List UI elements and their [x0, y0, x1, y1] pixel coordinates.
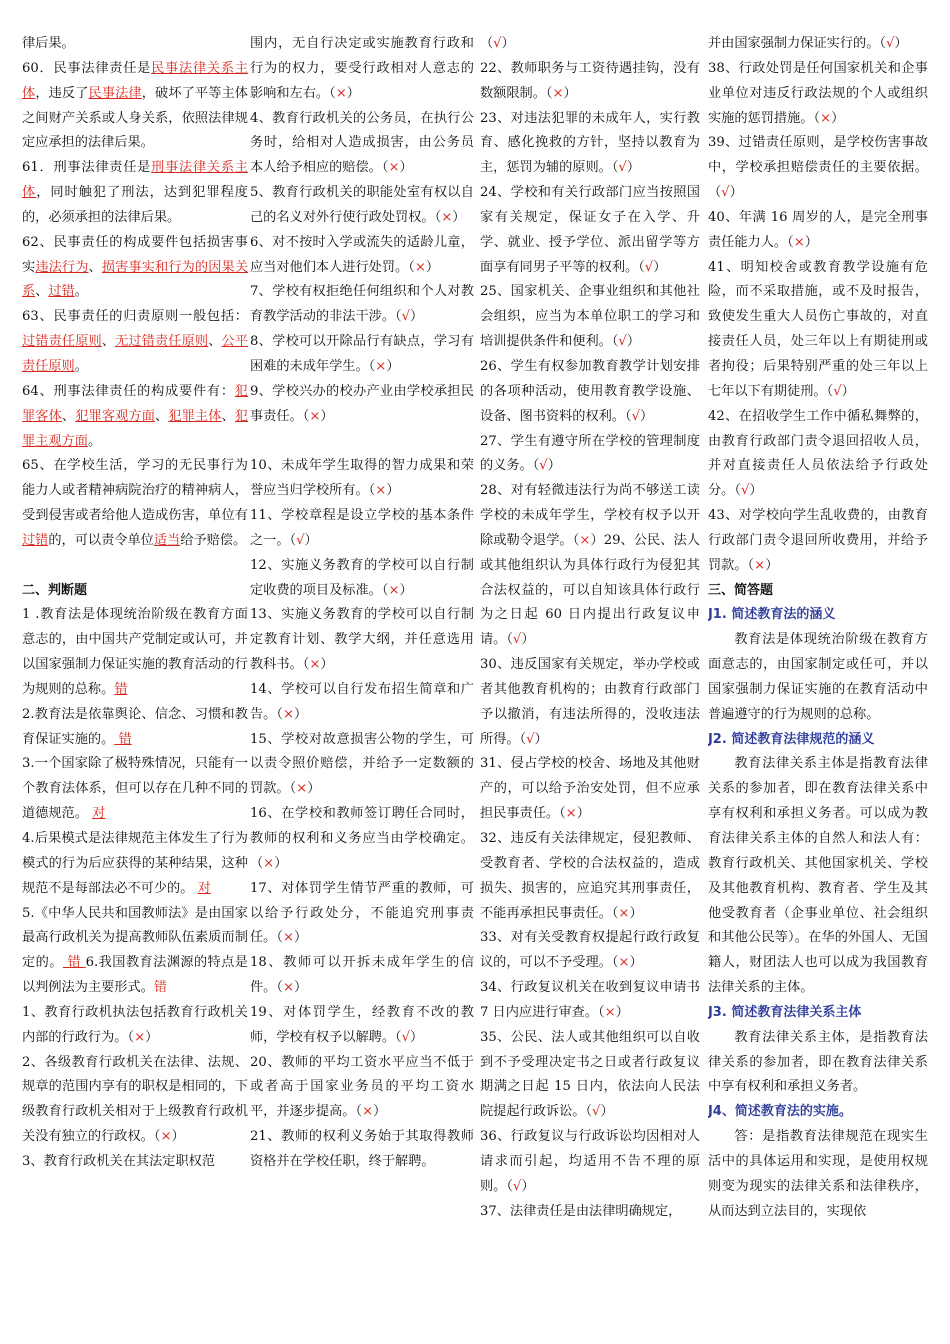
judgement-item: 11、学校章程是设立学校的基本条件之一。（√）: [249, 508, 474, 548]
judgement-item: 3、教育行政机关在其法定职权范: [22, 1153, 216, 1169]
judgement-item: 20、教师的平均工资水平应当不低于或者高于国家业务员的平均工资水平，并逐步提高。（×）: [249, 1054, 474, 1120]
judgement-item: 4.后果模式是法律规范主体发生了行为模式的行为后应获得的某种结果，这种规范不是每部法必不可少的。 对: [22, 831, 248, 896]
item-64: 64、刑事法律责任的构成要件有：犯罪客体、犯罪客观方面、犯罪主体、犯罪主观方面。: [22, 383, 248, 449]
judgement-item: 14、学校可以自行发布招生简章和广告。（×）: [249, 681, 474, 722]
answer-mark: √: [512, 1178, 522, 1194]
judgement-item: 35、公民、法人或其他组织可以自收到不予受理决定书之日或者行政复议期满之日起 15 日内，依法向人民法院提起行政诉讼。（√）: [479, 1029, 700, 1120]
document-page: [22, 32, 928, 1332]
section-heading-judgement: 二、判断题: [22, 582, 88, 598]
answer-mark: 错: [114, 681, 128, 697]
question-heading: J3. 简述教育法律关系主体: [707, 1004, 862, 1020]
column-4: [708, 32, 928, 1332]
answer-blank: 过错责任原则: [22, 334, 102, 350]
answer-mark: ×: [263, 855, 275, 871]
judgement-item: 25、国家机关、企事业组织和其他社会组织，应当为本单位职工的学习和培训提供条件和便利。（√）: [479, 284, 700, 350]
answer-mark: √: [644, 259, 654, 275]
answer-mark: 错: [153, 980, 168, 996]
judgement-item: 17、对体罚学生情节严重的教师，可以给予行政处分，不能追究刑事责任。（×）: [249, 880, 474, 946]
answer-mark: ×: [160, 1129, 172, 1145]
judgement-item: （√）: [479, 36, 515, 51]
judgement-item: 4、教育行政机关的公务员，在执行公务时，给相对人造成损害，由公务员本人给予相应的赔偿。（×）: [249, 110, 474, 176]
answer-mark: √: [592, 1104, 601, 1120]
answer-mark: ×: [296, 781, 308, 797]
item-65: 65、在学校生活，学习的无民事行为能力人或者精神病院治疗的精神病人，受到侵害或者给他人造成伤害，单位有过错的，可以责令单位适当给予赔偿。: [22, 458, 248, 548]
question-heading: J4、简述教育法的实施。: [707, 1104, 852, 1120]
answer-mark: ×: [309, 657, 321, 673]
answer-mark: √: [886, 36, 895, 51]
item-63: 63、民事责任的归责原则一般包括：过错责任原则、无过错责任原则、公平责任原则。: [22, 309, 248, 374]
answer-blank: 过错: [22, 532, 49, 548]
column-2: [250, 32, 474, 1332]
judgement-item: 22、教师职务与工资待遇挂钩，没有数额限制。（×）: [479, 60, 700, 101]
answer-blank: 违法行为: [35, 259, 89, 275]
answer-mark: 错: [114, 731, 132, 747]
judgement-item: 5、教育行政机关的职能处室有权以自己的名义对外行使行政处罚权。（×）: [249, 185, 474, 225]
answer-blank: 犯罪客观方面: [75, 408, 156, 424]
answer-mark: ×: [335, 85, 347, 101]
judgement-item: 12、实施义务教育的学校可以自行制定收费的项目及标准。（×）: [249, 557, 474, 598]
judgement-item: 30、违反国家有关规定，举办学校或者其他教育机构的；由教育行政部门予以撤消，有违法所得的，没收违法所得。（√）: [479, 657, 700, 747]
answer-blank: 刑事法律关系主体: [22, 160, 248, 201]
answer-mark: √: [631, 408, 641, 424]
answer-mark: ×: [604, 1004, 616, 1020]
answer-mark: √: [512, 632, 522, 648]
answer-mark: ×: [388, 160, 400, 176]
answer-mark: ×: [754, 557, 766, 573]
judgement-item: 18、教师可以开拆未成年学生的信件。（×）: [249, 955, 474, 996]
answer-mark: ×: [282, 980, 294, 996]
answer-blank: 民事法律关系主体: [22, 60, 248, 101]
column-3: [480, 32, 700, 1332]
answer-mark: ×: [375, 483, 387, 499]
answer-mark: ×: [618, 905, 630, 921]
judgement-item: 23、对违法犯罪的未成年人，实行教育、感化挽救的方针，坚持以教育为主，惩罚为辅的原则。（√）: [479, 110, 700, 176]
judgement-item: 7、学校有权拒绝任何组织和个人对教育教学活动的非法干涉。（√）: [249, 284, 474, 325]
judgement-item: 43、对学校向学生乱收费的，由教育行政部门责令退回所收费用，并给予罚款。（×）: [707, 508, 928, 573]
judgement-item: 31、侵占学校的校舍、场地及其他财产的，可以给予治安处罚，但不应承担民事责任。（×）: [479, 756, 700, 822]
judgement-item: 15、学校对故意损害公物的学生，可以责令照价赔偿，并给予一定数额的罚款。（×）: [249, 731, 474, 797]
judgement-item: 19、对体罚学生，经教育不改的教师，学校有权予以解聘。（√）: [249, 1004, 474, 1045]
answer-mark: ×: [388, 582, 400, 598]
judgement-item: 2、各级教育行政机关在法律、法规、规章的范围内享有的职权是相同的，下级教育行政机关相对于上级教育行政机关没有独立的行政权。（×）: [22, 1054, 248, 1145]
judgement-item: 16、在学校和教师签订聘任合同时，教师的权利和义务应当由学校确定。（×）: [249, 806, 474, 871]
answer-mark: √: [401, 1029, 411, 1045]
item-60: 60．民事法律责任是民事法律关系主体，违反了民事法律，破坏了平等主体之间财产关系或人身关系，依照法律规定应承担的法律后果。: [22, 60, 248, 151]
judgement-item: 并由国家强制力保证实行的。（√）: [707, 36, 908, 51]
judgement-item: 9、学校兴办的校办产业由学校承担民事责任。（×）: [249, 383, 474, 424]
answer-mark: ×: [282, 706, 294, 722]
judgement-item: 28、对有轻微违法行为尚不够送工读学校的未成年学生，学校有权予以开除或勒令退学。（×）29、公民、法人或其他组织认为具体行政行为侵犯其合法权益的，可以自知该具体行政行为之日起 60 日内提出行政复议申请。（√）: [479, 483, 700, 648]
answer-mark: ×: [282, 930, 294, 946]
section-heading-short-answer: 三、简答题: [707, 582, 773, 598]
answer-mark: ×: [362, 1104, 374, 1120]
answer-mark: ×: [820, 110, 832, 126]
answer-blank: 犯罪客体: [22, 383, 248, 424]
item-61: 61．刑事法律责任是刑事法律关系主体，同时触犯了刑法，达到犯罪程度的，必须承担的法律后果。: [22, 160, 248, 225]
judgement-item: 24、学校和有关行政部门应当按照国家有关规定，保证女子在入学、升学、就业、授予学位、派出留学等方面享有同男子平等的权利。（√）: [479, 185, 700, 275]
answer-mark: √: [721, 185, 730, 201]
answer-mark: √: [401, 309, 411, 325]
answer-mark: ×: [414, 259, 426, 275]
judgement-item: 33、对有关受教育权提起行政行政复议的，可以不予受理。（×）: [479, 930, 700, 971]
judgement-item: 40、年满 16 周岁的人，是完全刑事责任能力人。（×）: [707, 209, 928, 250]
question-heading: J1. 简述教育法的涵义: [707, 607, 836, 623]
answer-mark: ×: [579, 532, 591, 548]
answer-blank: 公平责任原则: [22, 334, 248, 374]
answer-mark: √: [539, 458, 548, 474]
answer-blank: 过错: [48, 284, 75, 300]
answer-mark: √: [618, 334, 627, 350]
column-1: [22, 32, 248, 1332]
judgement-item: 38、行政处罚是任何国家机关和企事业单位对违反行政法规的个人或组织实施的惩罚措施。（×）: [707, 60, 928, 126]
judgement-item: 37、法律责任是由法律明确规定，: [479, 1203, 682, 1219]
answer-mark: ×: [375, 358, 387, 374]
judgement-item: 10、未成年学生取得的智力成果和荣誉应当归学校所有。（×）: [249, 458, 474, 499]
answer-blank: 无过错责任原则: [115, 334, 209, 350]
answer-paragraph: 教育法律关系主体是指教育法律关系的参加者，即在教育法律关系中享有权利和承担义务者。可以成为教育法律关系主体的自然人和法人有：教育行政机关、其他国家机关、学校及其他教育机构、教育者、学生及其他受教育者（企事业单位、社会组织和其他公民等）。在华的外国人、无国籍人，财团法人也可以成为我国教育法律关系的主体。: [707, 756, 928, 996]
judgement-item: 6、对不按时入学或流失的适龄儿童，应当对他们本人进行处罚。（×）: [249, 234, 474, 275]
item-62: 62、民事责任的构成要件包括损害事实违法行为、损害事实和行为的因果关系、过错。: [22, 234, 248, 300]
judgement-item: 围内，无自行决定或实施教育行政和行为的权力，要受行政相对人意志的影响和左右。（×）: [249, 36, 474, 101]
paragraph: 律后果。: [22, 36, 75, 51]
answer-blank: 犯罪主体: [168, 408, 222, 424]
judgement-item: 2.教育法是依靠舆论、信念、习惯和教育保证实施的。 错: [22, 706, 248, 747]
judgement-item: 5.《中华人民共和国教师法》是由国家最高行政机关为提高教师队伍素质而制定的。 错 6.我国教育法渊源的特点是以判例法为主要形式。错: [22, 905, 248, 996]
judgement-item: 36、行政复议与行政诉讼均因相对人请求而引起，均适用不告不理的原则。（√）: [479, 1129, 700, 1194]
answer-mark: 对: [197, 880, 211, 896]
answer-mark: √: [296, 532, 305, 548]
judgement-item: 27、学生有遵守所在学校的管理制度的义务。（√）: [479, 433, 700, 474]
answer-blank: 民事法律: [88, 85, 142, 101]
answer-mark: ×: [441, 209, 453, 225]
judgement-item: 34、行政复议机关在收到复议申请书 7 日内应进行审查。（×）: [479, 980, 700, 1020]
answer-mark: √: [618, 160, 627, 176]
answer-mark: ×: [309, 408, 321, 424]
answer-mark: 对: [92, 806, 106, 822]
judgement-item: 39、过错责任原则，是学校伤害事故中，学校承担赔偿责任的主要依据。（√）: [707, 135, 928, 201]
judgement-item: 1 .教育法是体现统治阶级在教育方面意志的，由中国共产党制定或认可，并以国家强制力保证实施的教育活动的行为规则的总称。错: [22, 607, 248, 697]
judgement-item: 42、在招收学生工作中循私舞弊的，由教育行政部门责令退回招收人员，并对直接责任人员依法给予行政处分。（√）: [707, 408, 928, 499]
answer-mark: ×: [793, 234, 805, 250]
answer-paragraph: 教育法律关系主体，是指教育法律关系的参加者，即在教育法律关系中享有权利和承担义务者。: [707, 1029, 928, 1095]
answer-mark: ×: [565, 806, 577, 822]
judgement-item: 13、实施义务教育的学校可以自行制定教育计划、教学大纲，并任意选用教科书。（×）: [249, 607, 474, 673]
question-heading: J2. 简述教育法律规范的涵义: [707, 731, 875, 747]
answer-mark: ×: [552, 85, 564, 101]
answer-mark: ×: [618, 955, 630, 971]
answer-paragraph: 答：是指教育法律规范在现实生活中的具体运用和实现，是使用权规则变为现实的法律关系和法律秩序，从而达到立法目的，实现依: [707, 1129, 928, 1219]
answer-blank: 适当: [153, 532, 181, 548]
judgement-item: 1、教育行政机执法包括教育行政机关内部的行政行为。（×）: [22, 1004, 248, 1045]
judgement-item: 41、明知校舍或教育教学设施有危险，而不采取措施，或不及时报告，致使发生重大人员伤亡事故的，对直接责任人员，处三年以上有期徒刑或者拘役；后果特别严重的处三年以上七年以下有期徒刑。（√）: [707, 259, 928, 399]
judgement-item: 32、违反有关法律规定，侵犯教师、受教育者、学校的合法权益的，造成损失、损害的，应追究其刑事责任，不能再承担民事责任。（×）: [479, 831, 700, 921]
answer-paragraph: 教育法是体现统治阶级在教育方面意志的，由国家制定或任可，并以国家强制力保证实施的在教育活动中普遍遵守的行为规则的总称。: [707, 632, 928, 722]
judgement-item: 3.一个国家除了极特殊情况，只能有一个教育法体系，但可以存在几种不同的道德规范。 对: [22, 756, 248, 822]
answer-mark: 错: [62, 955, 86, 971]
answer-mark: √: [526, 731, 535, 747]
answer-mark: √: [493, 36, 502, 51]
judgement-item: 21、教师的权利义务始于其取得教师资格并在学校任职，终于解聘。: [249, 1129, 474, 1169]
judgement-item: 26、学生有权参加教育教学计划安排的各项种活动，使用教育教学设施、设备、图书资料的权利。（√）: [479, 358, 700, 424]
answer-blank: 损害事实和行为的因果关系: [22, 259, 248, 300]
judgement-item: 8、学校可以开除品行有缺点，学习有困难的未成年学生。（×）: [249, 334, 474, 374]
answer-blank: 犯罪主观方面: [22, 408, 248, 449]
answer-mark: ×: [134, 1029, 146, 1045]
answer-mark: √: [740, 483, 750, 499]
answer-mark: √: [833, 383, 842, 399]
